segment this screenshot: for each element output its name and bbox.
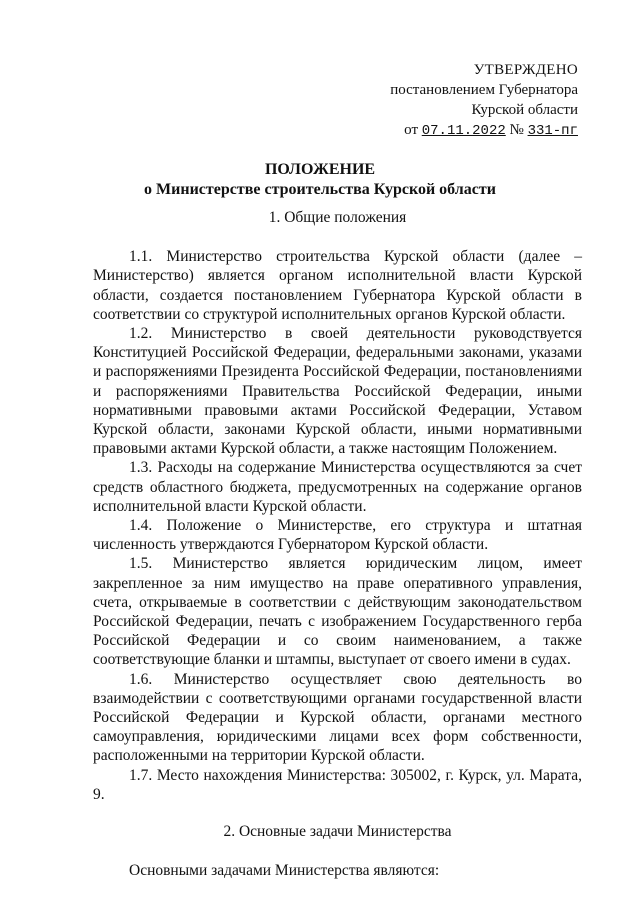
- approval-stamp: [338, 60, 578, 141]
- approval-title: УТВЕРЖДЕНО: [473, 62, 578, 78]
- document-subtitle: о Министерстве строительства Курской области: [144, 181, 496, 198]
- date-prefix: от: [404, 122, 418, 138]
- paragraph-1-1: 1.1. Министерство строительства Курской области (далее – Министерство) является органом исполнительной власти Курской области, создается постановлением Губернатора Курской области в соответствии со структурой исполнительных органов Курской области.: [93, 248, 582, 323]
- section-2-intro: Основными задачами Министерства являются:: [129, 862, 440, 880]
- paragraph-1-4: 1.4. Положение о Министерстве, его структура и штатная численность утверждаются Губернатором Курской области.: [93, 517, 582, 554]
- section-2-title: 2. Основные задачи Министерства: [223, 823, 452, 841]
- section-1-title: 1. Общие положения: [268, 209, 407, 226]
- approval-number: 331-пг: [527, 123, 578, 139]
- paragraph-1-7: 1.7. Место нахождения Министерства: 305002, г. Курск, ул. Марата, 9.: [93, 766, 582, 803]
- paragraph-1-3: 1.3. Расходы на содержание Министерства осуществляются за счет средств областного бюджета, предусмотренных на содержание органов исполнительной власти Курской области.: [93, 459, 582, 515]
- approval-date-line: [338, 120, 578, 141]
- paragraph-1-2: 1.2. Министерство в своей деятельности руководствуется Конституцией Российской Федерации, федеральными законами, указами и распоряжениями Президента Российской Федерации, постановлениями и распоряжениями Правительства Российской Федерации, иными нормативными правовыми актами Российской Федерации, Уставом Курской области, законами Курской области, иными нормативными правовыми актами Курской области, а также настоящим Положением.: [93, 325, 582, 458]
- approval-line-2: Курской области: [471, 102, 578, 118]
- spacer: [93, 804, 582, 822]
- paragraph-1-5: 1.5. Министерство является юридическим лицом, имеет закрепленное за ним имущество на праве оперативного управления, счета, открываемые в соответствии с действующим законодательством Российской Федерации, печать с изображением Государственного герба Российской Федерации и со своим наименованием, а также соответствующие бланки и штампы, выступает от своего имени в судах.: [93, 555, 582, 669]
- document-title: ПОЛОЖЕНИЕ: [264, 161, 376, 178]
- document-heading: [0, 160, 640, 200]
- paragraph-1-6: 1.6. Министерство осуществляет свою деятельность во взаимодействии с соответствующими органами государственной власти Российской Федерации и Курской области, органами местного самоуправления, юридическими лицами всех форм собственности, расположенными на территории Курской области.: [93, 670, 582, 765]
- number-prefix: №: [509, 122, 524, 138]
- approval-line-1: постановлением Губернатора: [390, 82, 578, 98]
- approval-date: 07.11.2022: [421, 123, 506, 139]
- document-body: [93, 208, 582, 881]
